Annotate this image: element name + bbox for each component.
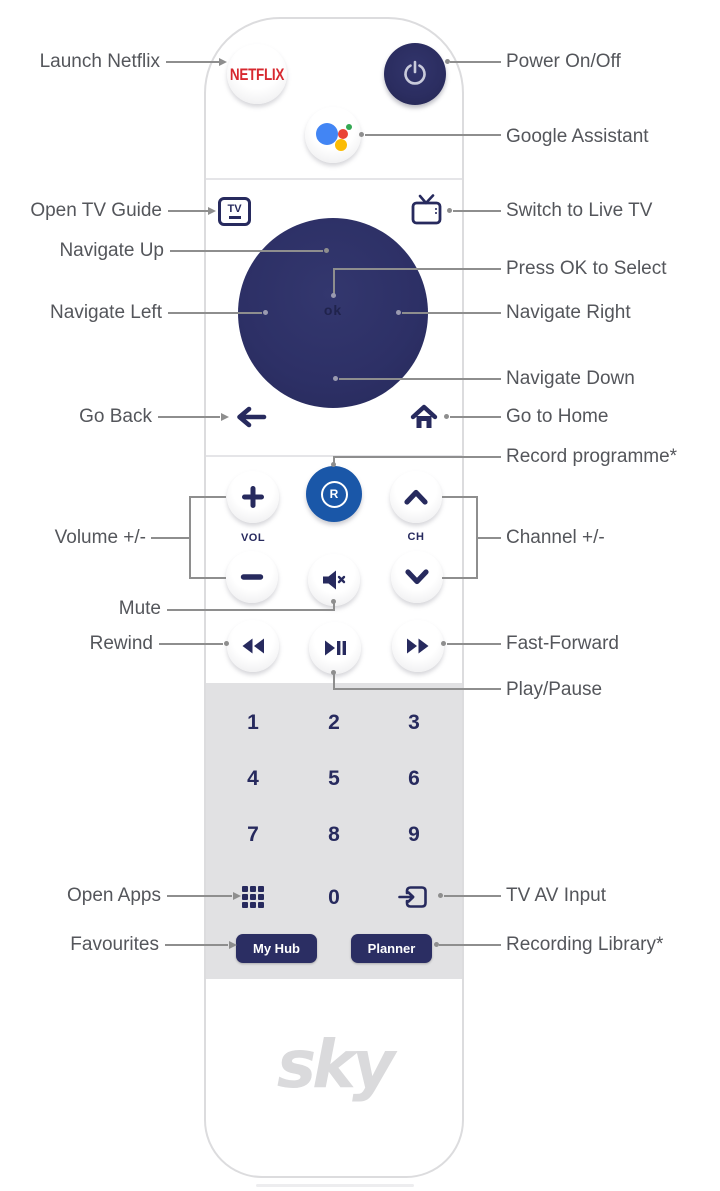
mute-icon [321, 569, 347, 591]
key-0[interactable]: 0 [328, 886, 340, 909]
label-rewind: Rewind [89, 633, 153, 654]
live-tv-button[interactable] [410, 194, 444, 232]
power-icon [400, 59, 430, 89]
annotation-line [334, 456, 501, 458]
annotation-line [450, 416, 501, 418]
ch-label: CH [407, 531, 425, 543]
label-tv-av-input: TV AV Input [506, 885, 606, 906]
annotation-arrow [221, 413, 229, 421]
label-fast-forward: Fast-Forward [506, 633, 619, 654]
live-tv-icon [410, 194, 444, 227]
annotation-line [402, 312, 501, 314]
annotation-line [453, 210, 501, 212]
label-launch-netflix: Launch Netflix [39, 51, 160, 72]
annotation-line [168, 210, 209, 212]
tv-guide-button[interactable] [218, 197, 251, 226]
label-navigate-down: Navigate Down [506, 368, 635, 389]
annotation-arrow [208, 207, 216, 215]
annotation-dot [324, 248, 329, 253]
annotation-line [151, 537, 190, 539]
annotation-line [477, 537, 501, 539]
annotation-line [334, 688, 501, 690]
chevron-up-icon [402, 487, 430, 507]
minus-icon [239, 564, 265, 590]
play-pause-icon [323, 639, 347, 657]
label-press-ok: Press OK to Select [506, 258, 667, 279]
annotation-line [189, 577, 226, 579]
record-button[interactable] [306, 466, 362, 522]
tv-guide-icon: TV [227, 203, 242, 215]
rewind-button[interactable] [227, 620, 279, 672]
annotation-line [444, 895, 501, 897]
label-channel: Channel +/- [506, 527, 605, 548]
label-google-assistant: Google Assistant [506, 126, 649, 147]
volume-up-button[interactable] [227, 471, 279, 523]
label-play-pause: Play/Pause [506, 679, 603, 700]
annotation-dot [447, 208, 452, 213]
key-7[interactable]: 7 [247, 823, 259, 846]
netflix-logo: NETFLIX [229, 65, 285, 83]
annotation-line [365, 134, 501, 136]
annotation-dot [441, 641, 446, 646]
annotation-line [158, 416, 220, 418]
annotation-line [442, 496, 478, 498]
label-navigate-right: Navigate Right [506, 302, 631, 323]
av-input-icon [398, 884, 428, 910]
label-power: Power On/Off [506, 51, 621, 72]
key-6[interactable]: 6 [408, 767, 420, 790]
annotation-arrow [219, 58, 227, 66]
fast-forward-icon [405, 637, 431, 655]
key-2[interactable]: 2 [328, 711, 340, 734]
annotation-dot [396, 310, 401, 315]
apps-button[interactable] [242, 886, 264, 908]
annotation-dot [333, 376, 338, 381]
annotation-bracket [189, 496, 191, 579]
annotation-line [333, 268, 335, 294]
google-assistant-icon [305, 107, 361, 163]
plus-icon [240, 484, 266, 510]
label-mute: Mute [118, 598, 161, 619]
fast-forward-button[interactable] [392, 620, 444, 672]
annotation-line [439, 944, 501, 946]
annotation-line [168, 312, 262, 314]
label-switch-live-tv: Switch to Live TV [506, 200, 653, 221]
label-record-programme: Record programme* [506, 446, 678, 467]
my-hub-label: My Hub [253, 941, 300, 956]
chevron-down-icon [403, 567, 431, 587]
google-assistant-button[interactable] [305, 107, 361, 163]
annotation-dot [331, 670, 336, 675]
remote-shadow [256, 1184, 414, 1187]
label-navigate-up: Navigate Up [59, 240, 164, 261]
sky-logo: sky [276, 1026, 392, 1103]
annotation-line [165, 944, 228, 946]
annotation-line [450, 61, 501, 63]
channel-up-button[interactable] [390, 471, 442, 523]
annotation-line [442, 577, 478, 579]
annotation-line [447, 643, 501, 645]
annotation-dot [224, 641, 229, 646]
home-icon [410, 404, 438, 430]
annotation-line [167, 609, 335, 611]
ok-label: ok [323, 302, 343, 318]
planner-label: Planner [367, 941, 416, 956]
record-icon: R [321, 481, 348, 508]
power-button[interactable] [384, 43, 446, 105]
volume-down-button[interactable] [226, 551, 278, 603]
label-volume: Volume +/- [54, 527, 146, 548]
home-button[interactable] [410, 404, 438, 435]
annotation-line [166, 61, 220, 63]
my-hub-button[interactable] [236, 934, 317, 963]
vol-label: VOL [240, 532, 266, 544]
back-arrow-icon [233, 405, 267, 429]
netflix-button[interactable] [227, 44, 287, 104]
annotation-arrow [229, 941, 237, 949]
annotation-line [334, 268, 501, 270]
label-open-apps: Open Apps [66, 885, 161, 906]
annotation-dot [438, 893, 443, 898]
label-recording-library: Recording Library* [506, 934, 664, 955]
play-pause-button[interactable] [309, 622, 361, 674]
label-favourites: Favourites [70, 934, 159, 955]
key-4[interactable]: 4 [247, 767, 259, 790]
annotation-dot [331, 599, 336, 604]
channel-down-button[interactable] [391, 551, 443, 603]
key-3[interactable]: 3 [408, 711, 420, 734]
annotation-line [170, 250, 323, 252]
label-navigate-left: Navigate Left [50, 302, 162, 323]
rewind-icon [240, 637, 266, 655]
annotation-arrow [233, 892, 241, 900]
annotation-dot [263, 310, 268, 315]
annotation-line [159, 643, 223, 645]
label-open-tv-guide: Open TV Guide [30, 200, 162, 221]
annotation-line [339, 378, 501, 380]
label-go-to-home: Go to Home [506, 406, 609, 427]
annotation-dot [444, 414, 449, 419]
annotation-dot [331, 293, 336, 298]
back-button[interactable] [233, 405, 267, 434]
av-input-button[interactable] [398, 884, 428, 915]
key-9[interactable]: 9 [408, 823, 420, 846]
annotation-line [189, 496, 226, 498]
section-divider-top [206, 178, 462, 180]
annotation-dot [359, 132, 364, 137]
label-go-back: Go Back [79, 406, 152, 427]
key-1[interactable]: 1 [247, 711, 259, 734]
key-5[interactable]: 5 [328, 767, 340, 790]
annotation-line [167, 895, 232, 897]
key-8[interactable]: 8 [328, 823, 340, 846]
planner-button[interactable] [351, 934, 432, 963]
annotation-dot [331, 462, 336, 467]
